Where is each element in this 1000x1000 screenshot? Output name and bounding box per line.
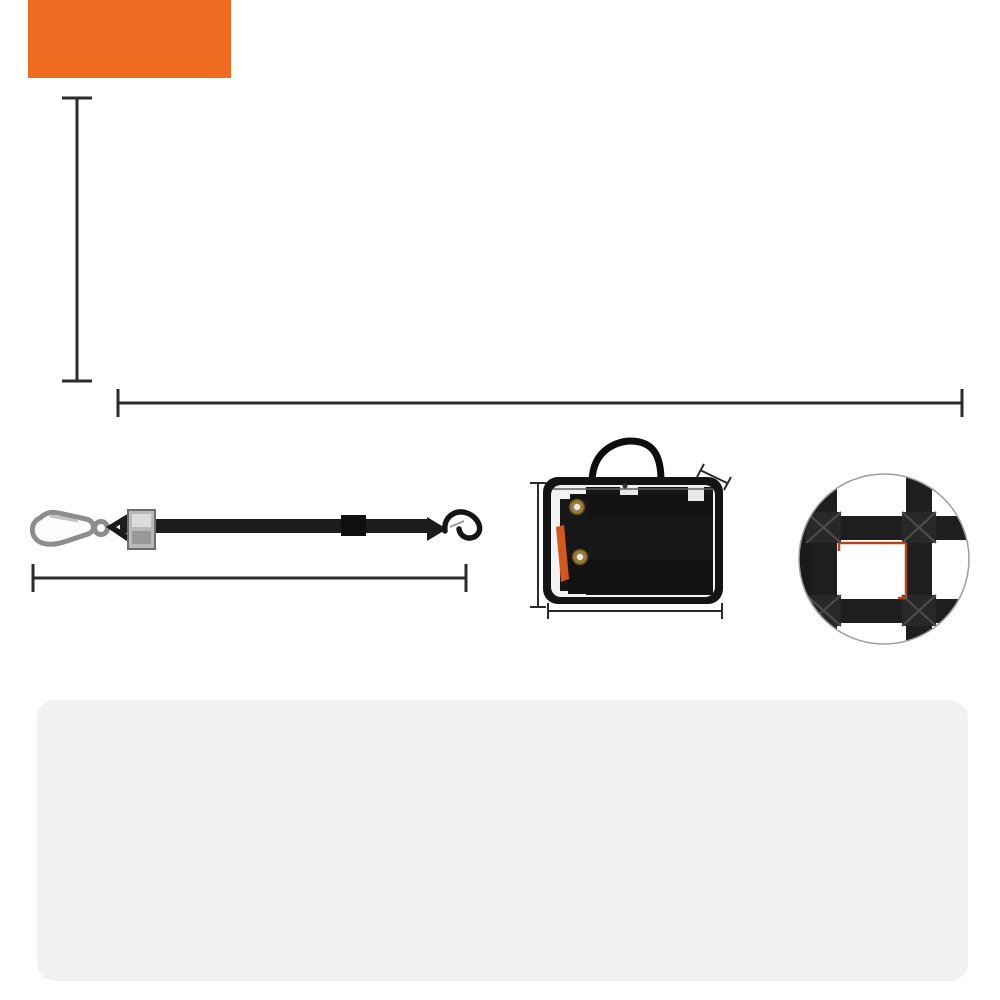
- vevor-logo: [28, 0, 231, 78]
- pvc-bag-graphic: [543, 441, 723, 604]
- spec-table: [37, 700, 968, 981]
- net-height-dimension-line: [62, 98, 92, 381]
- adjustable-strap-graphic: [32, 510, 479, 549]
- strap-length-dimension-line: [33, 564, 466, 592]
- net-width-dimension-line: [118, 389, 962, 417]
- bag-handle: [592, 441, 661, 481]
- mesh-detail-graphic: [791, 470, 975, 650]
- strap-webbing: [120, 519, 428, 533]
- s-hook-icon: [445, 512, 480, 538]
